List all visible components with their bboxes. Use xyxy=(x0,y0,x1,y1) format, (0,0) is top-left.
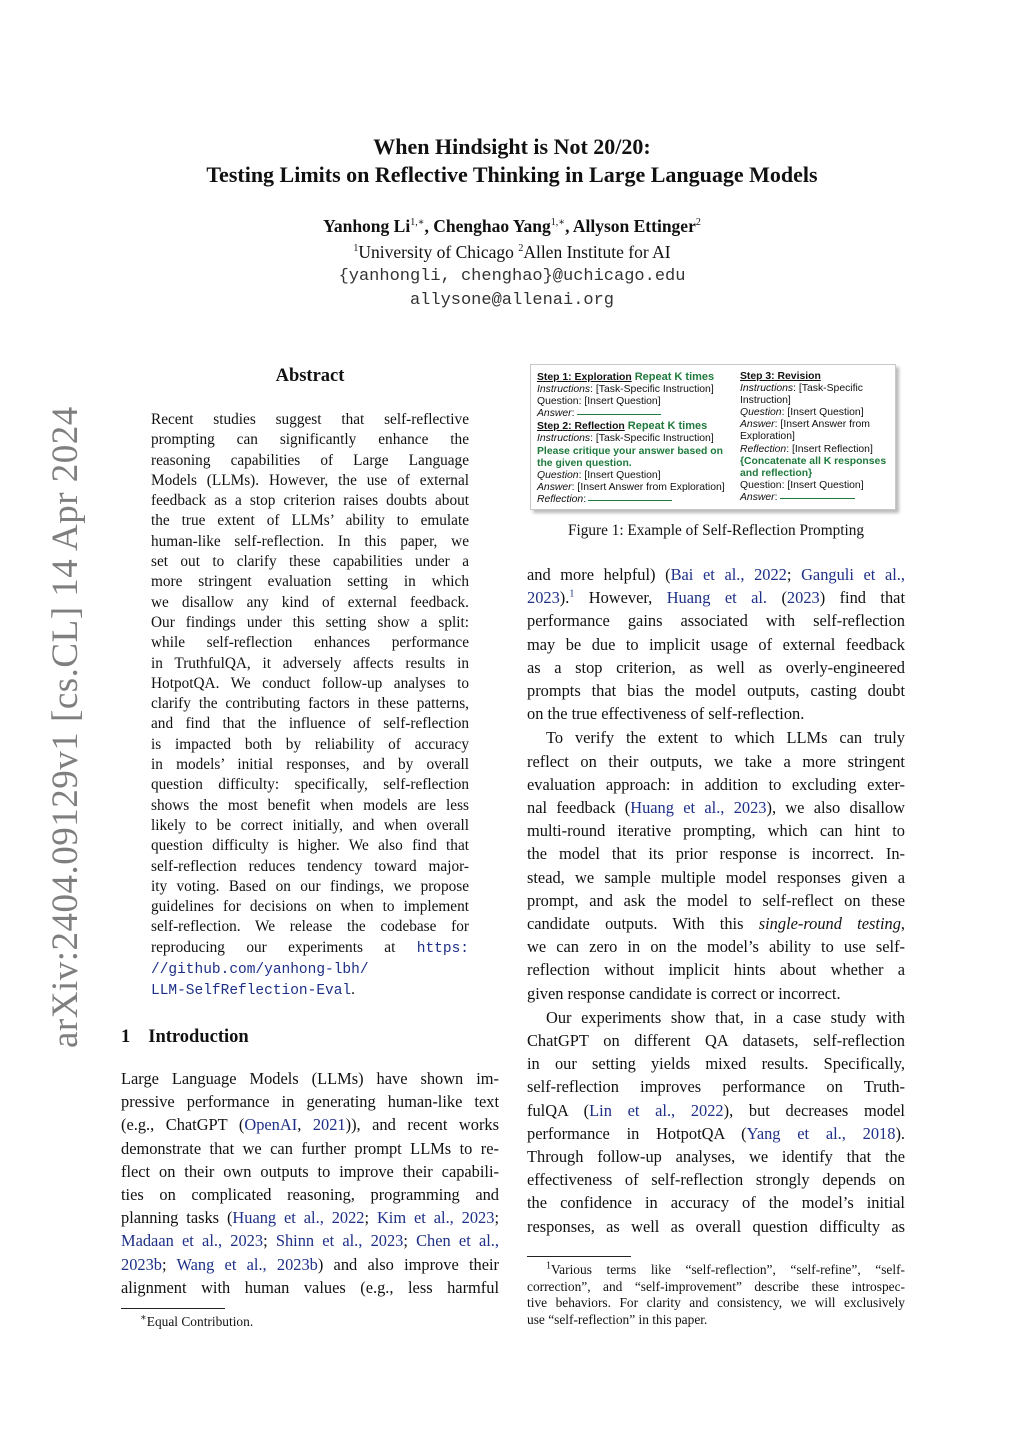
figure-step1-header xyxy=(537,371,737,384)
field-value: : [Task-Specific Instruction] xyxy=(590,433,714,445)
intro-line: ties on complicated reasoning, programming and xyxy=(121,1185,499,1205)
figure-line xyxy=(537,433,737,445)
body-text: nal feedback ( xyxy=(527,798,631,818)
field-colon: : xyxy=(774,491,778,503)
body-line: prompts that bias the model outputs, casting doubt xyxy=(527,681,905,701)
step-title: Step 2: Reflection xyxy=(537,421,625,433)
abstract-line: clarify the contributing factors in these patterns, xyxy=(151,695,469,713)
footnote-ref-link[interactable]: 1 xyxy=(569,588,575,600)
field-label: Answer xyxy=(537,408,572,420)
section-number: 1 xyxy=(121,1027,131,1047)
body-line xyxy=(527,586,905,609)
footnote-line: use “self-reflection” in this paper. xyxy=(527,1312,708,1328)
intro-text: ; xyxy=(263,1231,276,1251)
abstract-body xyxy=(151,410,469,1002)
code-url-link[interactable]: https: xyxy=(416,940,469,957)
body-line: the model that its prior response is incorrect. In- xyxy=(527,844,905,864)
abstract-line: likely to be correct initially, and when overall xyxy=(151,816,469,834)
author-name: Yanhong Li xyxy=(323,216,411,236)
citation-link[interactable]: Lin et al., 2022 xyxy=(589,1100,724,1120)
field-label: Reflection xyxy=(740,443,787,455)
abstract-line xyxy=(151,959,469,980)
abstract-line xyxy=(151,980,469,1001)
affiliation-1: University of Chicago xyxy=(358,242,514,262)
footnote-1 xyxy=(527,1262,905,1329)
affiliation-sup: 2 xyxy=(518,243,524,255)
body-line: To verify the extent to which LLMs can truly xyxy=(546,728,905,748)
abstract-line: human-like self-reflection. In this paper, we xyxy=(151,532,469,550)
citation-link[interactable]: Huang et al., 2022 xyxy=(232,1208,365,1228)
citation-link[interactable]: 2023 xyxy=(527,588,560,608)
figure-line xyxy=(537,482,737,494)
abstract-line: feedback as a stop criterion raises doubts about xyxy=(151,492,469,510)
author-sup: 1,∗ xyxy=(410,217,425,229)
body-line: self-reflection improves performance on Truth- xyxy=(527,1077,905,1097)
affiliations xyxy=(0,242,1024,263)
abstract-line: and find that the influence of self-reflection xyxy=(151,715,469,733)
citation-link[interactable]: Shinn et al., 2023 xyxy=(275,1231,404,1251)
body-line: given response candidate is correct or incorrect. xyxy=(527,983,841,1003)
body-text: ) find that xyxy=(819,588,905,608)
arxiv-stamp: arXiv:2404.09129v1 [cs.CL] 14 Apr 2024 xyxy=(45,406,86,1048)
field-colon: : xyxy=(583,493,587,505)
emphasis-text: single-round testing xyxy=(758,914,901,934)
reflection-blank xyxy=(588,500,672,501)
intro-text: ; xyxy=(494,1208,500,1228)
body-text: ; xyxy=(786,565,802,584)
body-text: ), but decreases model xyxy=(723,1100,905,1120)
citation-link[interactable]: Kim et al., 2023 xyxy=(376,1208,495,1228)
figure-1-box xyxy=(530,364,896,510)
intro-text: ; xyxy=(403,1231,417,1251)
body-text: ). xyxy=(559,588,570,608)
figure-line xyxy=(740,407,892,419)
footnote-marker: ∗ xyxy=(140,1312,147,1324)
step-title: Step 1: Exploration xyxy=(537,372,632,383)
body-text: fulQA ( xyxy=(527,1100,590,1120)
abstract-line: question difficulty: specifically, self-reflection xyxy=(151,776,469,794)
body-line: ChatGPT on different QA datasets, self-reflection xyxy=(527,1031,905,1051)
figure-step3-header xyxy=(740,371,892,383)
intro-text: (e.g., ChatGPT ( xyxy=(121,1115,245,1135)
code-url-link[interactable]: //github.com/yanhong-lbh/ xyxy=(151,962,369,979)
body-text: ). xyxy=(895,1123,905,1143)
body-line xyxy=(527,563,905,586)
abstract-line xyxy=(151,938,469,959)
figure-column-left xyxy=(537,371,737,506)
figure-line: Question: [Insert Question] xyxy=(740,479,864,491)
citation-link[interactable]: OpenAI xyxy=(244,1115,298,1135)
abstract-line: set out to clarify these capabilities under a xyxy=(151,553,469,571)
body-text: , xyxy=(900,914,905,934)
affiliation-2: Allen Institute for AI xyxy=(523,242,671,262)
intro-paragraph xyxy=(121,1067,499,1299)
body-line: multi-round iterative prompting, which can hint to xyxy=(527,821,905,841)
body-line: may be due to implicit usage of external feedback xyxy=(527,634,905,654)
abstract-line: while self-reflection enhances performance xyxy=(151,634,469,652)
right-column-body xyxy=(527,563,905,1238)
citation-link[interactable]: 2021 xyxy=(312,1115,346,1135)
figure-line xyxy=(740,419,892,431)
intro-text: planning tasks ( xyxy=(121,1208,233,1228)
field-label: Question xyxy=(740,407,782,419)
field-label: Answer xyxy=(537,481,572,493)
figure-critique-line: Please critique your answer based on xyxy=(537,445,723,457)
paper-title-line1: When Hindsight is Not 20/20: xyxy=(373,134,651,159)
figure-concat-line: {Concatenate all K responses xyxy=(740,455,887,467)
intro-line: flect on their own outputs to improve their capabili- xyxy=(121,1161,499,1181)
footnote-text: Various terms like “self-reflection”, “self-refine”, “self- xyxy=(551,1262,905,1277)
intro-line: alignment with human values (e.g., less harmful xyxy=(121,1277,499,1297)
repeat-label: Repeat K times xyxy=(634,371,715,383)
abstract-line: we disallow any kind of external feedback. xyxy=(151,593,469,611)
intro-text: ; xyxy=(364,1208,377,1228)
body-line: on the true effectiveness of self-reflection. xyxy=(527,704,805,724)
citation-link[interactable]: Madaan et al., 2023 xyxy=(121,1231,264,1251)
figure-line xyxy=(537,408,737,420)
author-email-2: allysone@allenai.org xyxy=(409,291,615,310)
answer-blank xyxy=(780,498,855,499)
citation-link[interactable]: Huang et al., 2023 xyxy=(630,798,767,818)
field-label: Question xyxy=(537,469,579,481)
field-label: Instructions xyxy=(537,384,591,396)
body-line xyxy=(527,1122,905,1145)
intro-line: Large Language Models (LLMs) have shown im- xyxy=(121,1069,499,1088)
abstract-line: the true extent of LLMs’ ability to emulate xyxy=(151,512,469,530)
citation-link[interactable]: Bai et al., 2022 xyxy=(670,565,787,584)
intro-text: )), and recent works xyxy=(345,1115,499,1135)
body-line: stead, we sample multiple model responses given a xyxy=(527,867,905,887)
body-line: reflect on their outputs, we take a more stringent xyxy=(527,751,905,771)
field-value: : [Insert Reflection] xyxy=(786,443,873,455)
abstract-line: prompting can significantly enhance the xyxy=(151,431,469,449)
author-sup: 1,∗ xyxy=(550,217,566,229)
footnote-rule xyxy=(527,1256,631,1257)
author-email-1: {yanhongli, chenghao}@uchicago.edu xyxy=(338,267,686,286)
body-text: candidate outputs. With this xyxy=(527,914,759,934)
field-value: : [Insert Question] xyxy=(781,407,864,419)
body-text: ), we also disallow xyxy=(766,798,906,818)
intro-text: ) and also improve their xyxy=(317,1254,499,1274)
section-title: Introduction xyxy=(148,1027,249,1047)
field-label: Reflection xyxy=(537,493,584,505)
figure-concat-line: and reflection} xyxy=(740,467,813,479)
figure-line xyxy=(537,494,737,506)
body-text: performance in HotpotQA ( xyxy=(527,1123,747,1143)
abstract-line: in models’ initial responses, and by overall xyxy=(151,756,469,774)
abstract-line: guidelines for decisions on when to implement xyxy=(151,898,469,916)
paper-title-line2: Testing Limits on Reflective Thinking in Large Language Models xyxy=(206,162,818,187)
abstract-line: in TruthfulQA, it adversely affects results in xyxy=(151,654,469,672)
body-text: However, xyxy=(574,588,667,608)
answer-blank xyxy=(577,414,661,415)
abstract-line: question difficulty is higher. We also find that xyxy=(151,837,469,855)
abstract-line: more stringent evaluation setting in which xyxy=(151,573,469,591)
abstract-line: shows the most benefit when models are less xyxy=(151,796,469,814)
footnote-line xyxy=(527,1262,905,1279)
abstract-line: self-reflection. We release the codebase for xyxy=(151,918,469,936)
footnote-line: correction”, and “self-improvement” describe these introspec- xyxy=(527,1278,905,1294)
body-line: prompt, and ask the model to self-reflect on these xyxy=(527,890,905,910)
abstract-text: reproducing our experiments at xyxy=(151,938,396,956)
field-label: Instructions xyxy=(537,433,591,445)
figure-column-right xyxy=(740,371,892,504)
abstract-line: Our findings under this setting show a split: xyxy=(151,613,469,631)
citation-link[interactable]: Chen et al., xyxy=(416,1231,499,1251)
section-heading-introduction xyxy=(121,1027,249,1048)
figure-1-caption: Figure 1: Example of Self-Reflection Prompting xyxy=(567,522,865,539)
figure-line xyxy=(537,470,737,482)
body-line: Our experiments show that, in a case study with xyxy=(546,1007,905,1027)
field-value: : [Task-Specific Instruction] xyxy=(590,384,714,396)
field-value: : [Insert Answer from xyxy=(774,419,870,431)
citation-link[interactable]: 2023b xyxy=(121,1254,162,1274)
abstract-line: reasoning capabilities of Large Language xyxy=(151,451,469,469)
author-list: Yanhong $Li^{1,∗}$, Chenghao Yang$^{1,∗}$, Allyson Ettinger$^2$ xyxy=(323,216,701,236)
figure-line xyxy=(740,444,892,456)
body-line: as a stop criterion, as well as overly-engineered xyxy=(527,657,905,677)
body-line: reflection without implicit hints about whether a xyxy=(527,960,905,980)
figure-line: Exploration] xyxy=(740,431,795,443)
body-line xyxy=(527,912,905,935)
footnote-rule xyxy=(121,1308,225,1309)
body-line xyxy=(527,796,905,819)
intro-line: pressive performance in generating human-like text xyxy=(121,1092,499,1112)
intro-line: demonstrate that we can further prompt LLMs to re- xyxy=(121,1138,499,1158)
abstract-heading: Abstract xyxy=(275,366,345,386)
citation-link[interactable]: Huang et al. xyxy=(666,588,768,608)
field-colon: : xyxy=(571,408,575,420)
field-value: : [Task-Specific xyxy=(793,383,864,395)
abstract-line: Models (LLMs). However, the use of external xyxy=(151,471,469,489)
body-line: evaluation approach: in addition to excluding exter- xyxy=(527,774,905,794)
citation-link[interactable]: Ganguli et al., xyxy=(801,565,905,584)
abstract-line: is impacted both by reliability of accuracy xyxy=(151,735,469,753)
field-value: : [Insert Question] xyxy=(578,469,661,481)
body-line: in our setting yields mixed results. Specifically, xyxy=(527,1054,905,1074)
affiliation-sup: 1 xyxy=(353,243,359,255)
field-label: Instructions xyxy=(740,383,794,395)
figure-line: Question: [Insert Question] xyxy=(537,396,661,408)
code-url-link[interactable]: LLM-SelfReflection-Eval xyxy=(151,983,352,1000)
footnote-text: Equal Contribution. xyxy=(146,1314,254,1329)
abstract-line: ity voting. Based on our findings, we propose xyxy=(151,877,469,895)
body-line: effectiveness of self-reflection strongly depends on xyxy=(527,1170,905,1190)
footnote-equal-contribution xyxy=(140,1314,253,1331)
abstract-line: Recent studies suggest that self-reflective xyxy=(151,411,469,428)
body-text: and more helpful) ( xyxy=(527,565,671,584)
step-title: Step 3: Revision xyxy=(740,371,821,382)
body-text: ( xyxy=(767,588,787,608)
body-line: we can zero in on the model’s ability to use self- xyxy=(527,937,905,957)
citation-link[interactable]: Yang et al., 2018 xyxy=(746,1123,896,1143)
body-line: the confidence in accuracy of the model’s initial xyxy=(527,1193,905,1213)
author-name: Chenghao Yang xyxy=(433,216,551,236)
intro-text: , xyxy=(297,1115,313,1135)
intro-line xyxy=(121,1206,499,1229)
footnote-line: tive behaviors. For clarity and consistency, we will exclusively xyxy=(527,1295,905,1311)
figure-line xyxy=(740,492,892,504)
body-line: performance gains associated with self-reflection xyxy=(527,611,905,631)
figure-step2-header xyxy=(537,420,737,433)
author-sup: 2 xyxy=(695,217,701,229)
author-name: Allyson Ettinger xyxy=(572,216,696,236)
intro-line xyxy=(121,1113,499,1136)
abstract-line: HotpotQA. We conduct follow-up analyses to xyxy=(151,674,469,692)
body-line xyxy=(527,1099,905,1122)
citation-link[interactable]: 2023 xyxy=(786,588,820,608)
field-label: Answer xyxy=(740,419,775,431)
repeat-label: Repeat K times xyxy=(627,420,708,433)
field-label: Answer xyxy=(740,491,775,503)
figure-line xyxy=(537,384,737,396)
citation-link[interactable]: Wang et al., 2023b xyxy=(176,1254,318,1274)
figure-critique-line: the given question. xyxy=(537,457,632,469)
figure-line xyxy=(740,383,892,395)
intro-text: ; xyxy=(161,1254,177,1274)
body-line: responses, as well as overall question difficulty as xyxy=(527,1216,905,1236)
footnote-marker: 1 xyxy=(546,1260,551,1272)
abstract-line: self-reflection reduces tendency toward major- xyxy=(151,857,469,875)
body-line: Through follow-up analyses, we identify that the xyxy=(527,1147,905,1167)
abstract-text: . xyxy=(351,981,355,999)
intro-line xyxy=(121,1229,499,1252)
field-value: : [Insert Answer from Exploration] xyxy=(571,481,725,493)
figure-line: Instruction] xyxy=(740,395,791,407)
intro-line xyxy=(121,1253,499,1276)
